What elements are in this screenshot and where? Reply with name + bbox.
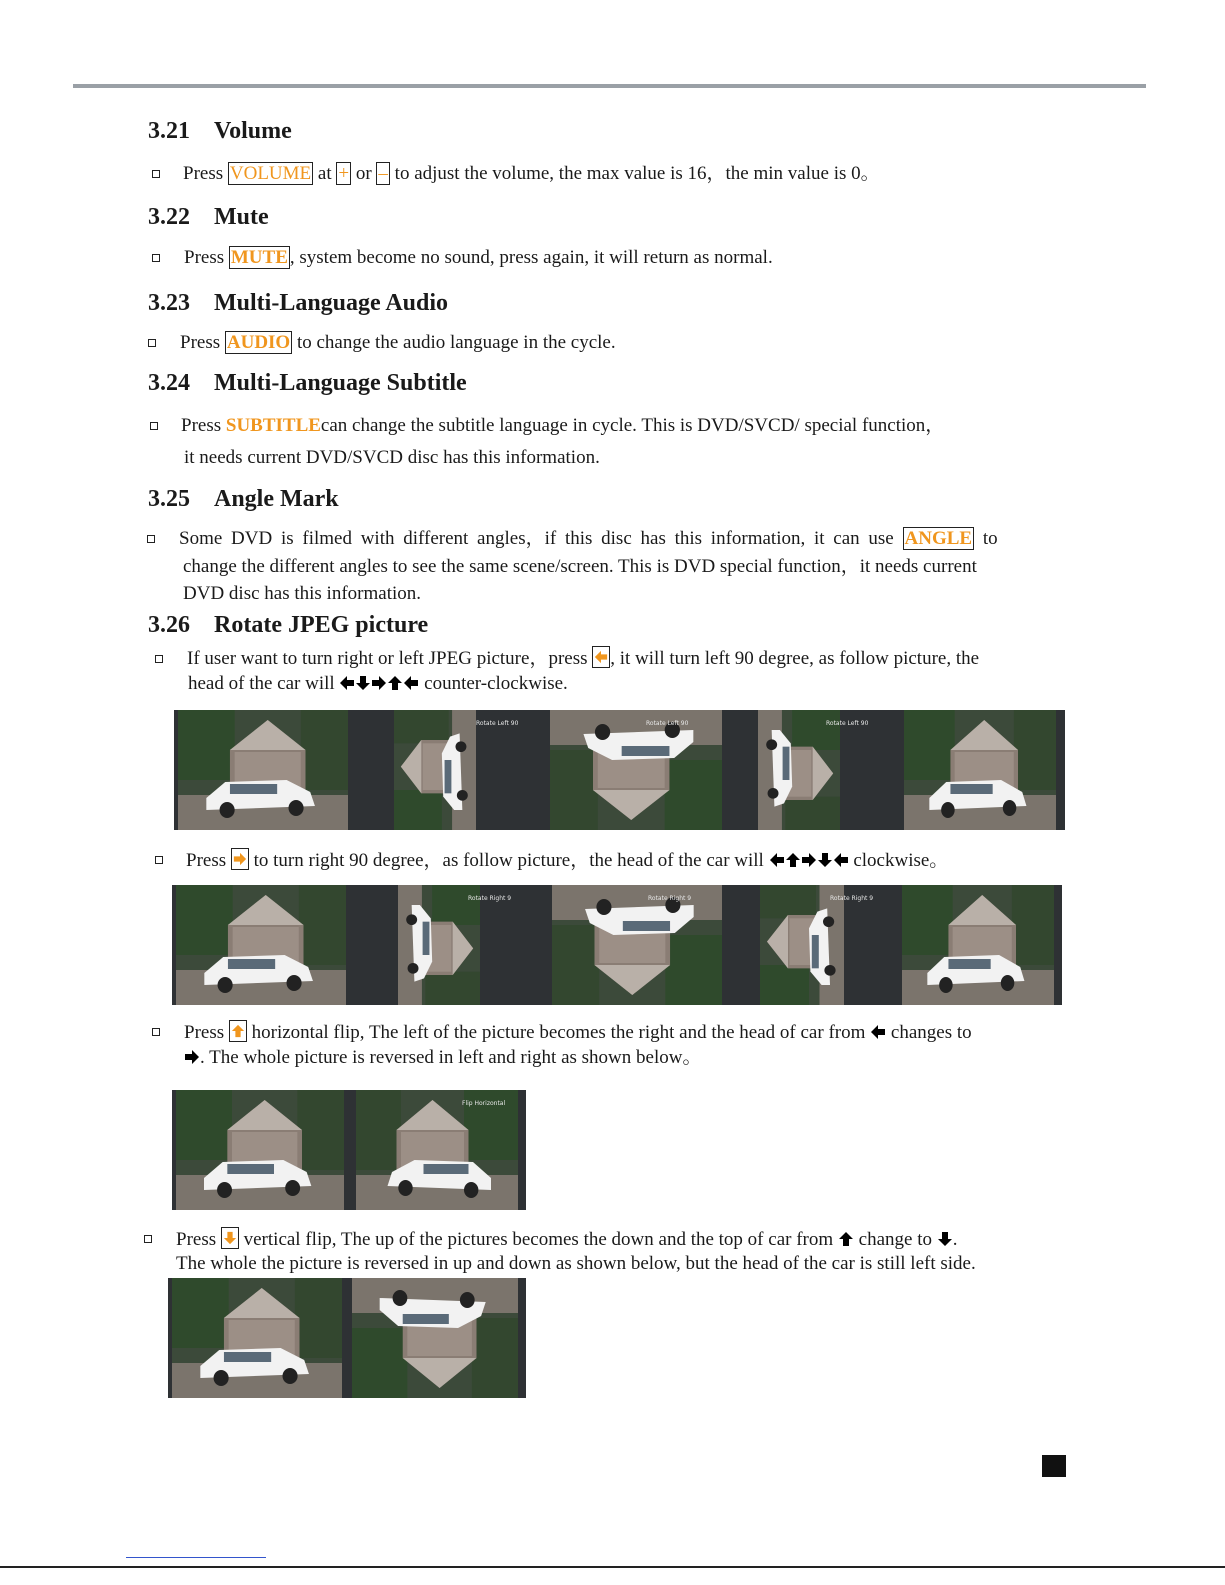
section-number: 3.22 [148,204,190,230]
checkbox-bullet-icon [152,1028,160,1036]
down-arrow-icon [355,675,371,691]
text: Press [186,850,227,871]
text: head of the car will [188,673,335,694]
text: change to [858,1229,932,1250]
rotate-left-paragraph [187,646,979,671]
subtitle-paragraph [181,414,944,438]
hflip-paragraph [184,1020,972,1045]
left-arrow-icon [403,675,419,691]
checkbox-bullet-icon [148,339,156,347]
checkbox-bullet-icon [152,170,160,178]
plus-key: + [338,163,350,184]
text: Press [183,163,224,184]
text: Press [181,415,222,436]
header-rule [73,84,1146,88]
section-title: Rotate JPEG picture [214,612,429,638]
checkbox-bullet-icon [147,535,155,543]
down-arrow-icon [817,852,833,868]
vflip-paragraph-line2: The whole the picture is reversed in up and down as shown below, but the head of the car is still left side. [176,1253,976,1274]
angle-paragraph [179,527,998,551]
photo-rotated-1 [394,710,476,830]
section-number: 3.21 [148,118,190,144]
angle-paragraph-line2: change the different angles to see the same scene/screen. This is DVD special function，it needs current [183,556,977,577]
right-arrow-icon [184,1049,200,1065]
volume-paragraph [183,162,880,186]
down-arrow-icon [223,1230,237,1246]
section-number: 3.24 [148,370,190,396]
osd-label: Rotate Right 9 [468,895,512,902]
left-arrow-icon [833,852,849,868]
checkbox-bullet-icon [152,254,160,262]
text: , system become no sound, press again, it will return as normal. [289,247,773,268]
text: to adjust the volume, the max value is 16，the min value is 0。 [394,163,880,184]
angle-paragraph-line3: DVD disc has this information. [183,583,422,604]
photo-original [176,1090,344,1210]
down-arrow-icon [937,1231,953,1247]
left-arrow-icon [769,852,785,868]
audio-key: AUDIO [226,332,291,353]
up-arrow-icon [785,852,801,868]
section-title: Volume [214,118,292,144]
osd-label: Rotate Left 90 [476,720,519,727]
left-arrow-icon [594,649,608,665]
text: counter-clockwise. [424,673,568,694]
text: vertical flip, The up of the pictures becomes the down and the top of car from [243,1229,834,1250]
right-arrow-icon [371,675,387,691]
left-arrow-icon [870,1024,886,1040]
text: If user want to turn right or left JPEG picture，press [187,648,588,669]
footer-link-underline [126,1557,266,1558]
photo-original [172,1278,342,1398]
vflip-paragraph [176,1227,957,1252]
rotate-right-paragraph [186,848,948,873]
vflip-image-strip [168,1278,526,1398]
volume-key: VOLUME [229,163,312,184]
osd-label: Rotate Right 9 [830,895,874,902]
mute-key: MUTE [230,247,288,268]
osd-label: Flip Horizontal [462,1100,506,1107]
text: , it will turn left 90 degree, as follow picture, the [610,648,980,669]
checkbox-bullet-icon [155,856,163,864]
photo-rotated-4 [904,710,1056,830]
osd-label: Rotate Left 90 [826,720,869,727]
up-arrow-icon [231,1023,245,1039]
text: or [355,163,372,184]
text: clockwise。 [853,850,949,871]
text: . [952,1229,958,1250]
text: changes to [890,1022,972,1043]
section-audio-heading [148,290,448,317]
section-title: Angle Mark [214,486,339,512]
text: Press [184,1022,225,1043]
section-title: Multi-Language Audio [214,290,449,316]
right-arrow-icon [233,851,247,867]
photo-original [178,710,348,830]
photo-rotated-4 [902,885,1054,1005]
left-arrow-icon [339,675,355,691]
section-rotate-heading [148,612,428,639]
up-arrow-key [229,1020,247,1042]
subtitle-key: SUBTITLE [225,415,321,436]
section-number: 3.23 [148,290,190,316]
text: to change the audio language in the cycle. [296,332,616,353]
photo-rotated-1 [398,885,480,1005]
osd-label: Rotate Left 90 [646,720,689,727]
rotate-right-image-strip [172,885,1062,1005]
section-volume-heading [148,118,292,145]
audio-paragraph [180,331,616,355]
page-marker [1042,1455,1066,1477]
section-angle-heading [148,486,339,513]
photo-original [176,885,346,1005]
checkbox-bullet-icon [144,1235,152,1243]
mute-paragraph [184,246,773,270]
hflip-image-strip [172,1090,526,1210]
angle-key: ANGLE [904,528,973,549]
osd-label: Rotate Right 9 [648,895,692,902]
up-arrow-icon [838,1231,854,1247]
text: Some DVD is filmed with different angles，if this disc has this information, it can use [179,528,894,549]
text: . The whole picture is reversed in left and right as shown below。 [200,1047,702,1068]
rotate-left-image-strip [174,710,1065,830]
photo-rotated-3 [758,710,840,830]
hflip-paragraph-line2 [184,1046,701,1070]
section-number: 3.26 [148,612,190,638]
section-subtitle-heading [148,370,467,397]
section-number: 3.25 [148,486,190,512]
left-arrow-key [592,646,610,668]
section-title: Mute [214,204,269,230]
rotate-left-paragraph-line2 [188,672,568,696]
right-arrow-key [231,848,249,870]
text: Press [176,1229,217,1250]
text: at [317,163,332,184]
text: to turn right 90 degree，as follow picture，the head of the car will [253,850,764,871]
section-title: Multi-Language Subtitle [214,370,467,396]
text: Press [184,247,225,268]
up-arrow-icon [387,675,403,691]
checkbox-bullet-icon [155,655,163,663]
photo-rotated-3 [760,885,844,1005]
section-mute-heading [148,204,269,231]
right-arrow-icon [801,852,817,868]
text: can change the subtitle language in cycle. This is DVD/SVCD/ special function， [320,415,945,436]
subtitle-paragraph-line2: it needs current DVD/SVCD disc has this information. [184,447,600,468]
text: horizontal flip, The left of the picture becomes the right and the head of car from [251,1022,866,1043]
minus-key: – [378,163,388,184]
text: to [982,528,998,549]
photo-rotated-2 [552,885,722,1005]
text: Press [180,332,221,353]
photo-flipped-horizontal [356,1090,518,1210]
down-arrow-key [221,1227,239,1249]
footer-rule [0,1566,1225,1568]
checkbox-bullet-icon [150,422,158,430]
photo-flipped-vertical [352,1278,518,1398]
photo-rotated-2 [550,710,722,830]
